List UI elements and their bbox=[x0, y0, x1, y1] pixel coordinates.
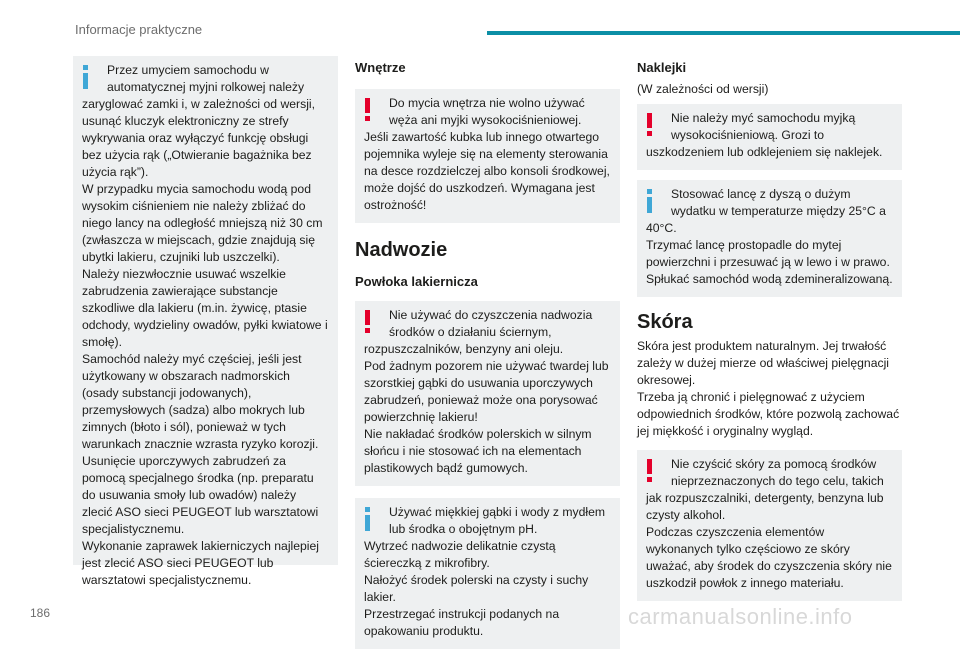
info-body: Wytrzeć nadwozie delikatnie czystą ściereczką z mikrofibry. Nałożyć środek polerski na czysty i suchy lakier. Przestrzegać instrukcji podanych na opakowaniu produktu. bbox=[364, 539, 589, 638]
warning-icon bbox=[365, 98, 370, 113]
warning-lead: Nie czyścić skóry za pomocą środków nieprzeznaczonych do tego celu, takich bbox=[671, 457, 884, 488]
info-box-washing bbox=[73, 56, 338, 587]
warning-box-leather bbox=[637, 450, 902, 601]
leather-text: Skóra jest produktem naturalnym. Jej trwałość zależy w dużej mierze od właściwej pielęgnacji okresowej. Trzeba ją chronić i pielęgnować z użyciem odpowiednich środków, które pozwolą zachować jej miękkość i oryginalny wygląd. bbox=[637, 339, 900, 438]
interior-heading: Wnętrze bbox=[355, 60, 406, 75]
stickers-note: (W zależności od wersji) bbox=[637, 82, 769, 96]
warning-lead: Do mycia wnętrza nie wolno używać węża ani myjki wysokociśnieniowej. bbox=[389, 96, 585, 127]
warning-box-stickers bbox=[637, 104, 902, 170]
column-right bbox=[637, 56, 902, 601]
column-middle bbox=[355, 56, 620, 649]
info-box-paint bbox=[355, 498, 620, 649]
page-number: 186 bbox=[30, 606, 51, 620]
section-title: Informacje praktyczne bbox=[75, 22, 203, 37]
info-lead: Stosować lancę z dyszą o dużym wydatku w temperaturze między 25°C a bbox=[671, 187, 886, 218]
paint-heading: Powłoka lakiernicza bbox=[355, 274, 478, 289]
warning-icon bbox=[365, 310, 370, 325]
warning-body: rozpuszczalników, benzyny ani oleju. Pod żadnym pozorem nie używać twardej lub szorstkiej gąbki do usuwania uporczywych zabrudzeń, ponieważ może ona porysować powierzchnię lakieru! Nie nakładać środków polerskich w silnym słońcu i nie stosować ich na elementach plastikowych bądź gumowych. bbox=[364, 342, 609, 475]
warning-body: uszkodzeniem lub odklejeniem się naklejek. bbox=[646, 145, 883, 159]
info-body: 40°C. Trzymać lancę prostopadle do mytej powierzchni i przesuwać ją w lewo i w prawo. Spłukać samochód wodą zdemineralizowaną. bbox=[646, 221, 893, 286]
body-heading: Nadwozie bbox=[355, 239, 448, 261]
leather-heading: Skóra bbox=[637, 311, 693, 333]
info-lead: Przez umyciem samochodu w automatycznej myjni rolkowej należy bbox=[107, 63, 305, 94]
warning-body: Jeśli zawartość kubka lub innego otwartego pojemnika wyleje się na elementy sterowania na desce rozdzielczej albo konsoli środkowej, może dojść do uszkodzeń. Wymagana jest ostrożność! bbox=[364, 130, 610, 212]
info-box-stickers bbox=[637, 180, 902, 297]
warning-box-paint bbox=[355, 301, 620, 486]
column-left bbox=[73, 56, 338, 587]
warning-body: jak rozpuszczalniki, detergenty, benzyna lub czysty alkohol. Podczas czyszczenia elementów wykonanych tylko częściowo ze skóry uważać, aby środek do czyszczenia skóry nie uszkodził powłok z innego materiału. bbox=[646, 491, 892, 590]
warning-lead: Nie należy myć samochodu myjką wysokociśnieniową. Grozi to bbox=[671, 111, 856, 142]
info-lead: Używać miękkiej gąbki i wody z mydłem lub środka o obojętnym pH. bbox=[389, 505, 606, 536]
warning-lead: Nie używać do czyszczenia nadwozia środków o działaniu ściernym, bbox=[389, 308, 593, 339]
stickers-heading: Naklejki bbox=[637, 60, 687, 75]
warning-box-interior bbox=[355, 89, 620, 223]
warning-icon bbox=[647, 459, 652, 474]
watermark: carmanualsonline.info bbox=[628, 604, 853, 629]
warning-icon bbox=[647, 113, 652, 128]
info-body: zaryglować zamki i, w zależności od wersji, usunąć kluczyk elektroniczny ze strefy wykrywania oraz wyłączyć funkcję obsługi bez użycia rąk („Otwieranie bagażnika bez użycia rąk”). W przypadku mycia samochodu wodą pod wysokim ciśnieniem nie należy zbliżać do niego lancy na odległość mniejszą niż 30 cm (zwłaszcza w miejscach, gdzie znajdują się ubytki lakieru, czujniki lub uszczelki). Należy niezwłocznie usuwać wszelkie zabrudzenia zawierające substancje szkodliwe dla lakieru (m.in. żywicę, ptasie odchody, wydzieliny owadów, pyłki kwiatowe i smołę). Samochód należy myć częściej, jeśli jest użytkowany w obszarach nadmorskich (osady substancji jodowanych), przemysłowych (sadza) albo mokrych lub zimnych (błoto i sól), ponieważ w tych warunkach znacznie wzrasta ryzyko korozji. Usunięcie uporczywych zabrudzeń za pomocą specjalnego środka (np. preparatu do usuwania smoły lub owadów) należy zlecić ASO sieci PEUGEOT lub warsztatowi specjalistycznemu. Wykonanie zaprawek lakierniczych najlepiej jest zlecić ASO sieci PEUGEOT lub warsztatowi specjalistycznemu. bbox=[82, 97, 328, 587]
header-accent-bar bbox=[487, 31, 960, 35]
